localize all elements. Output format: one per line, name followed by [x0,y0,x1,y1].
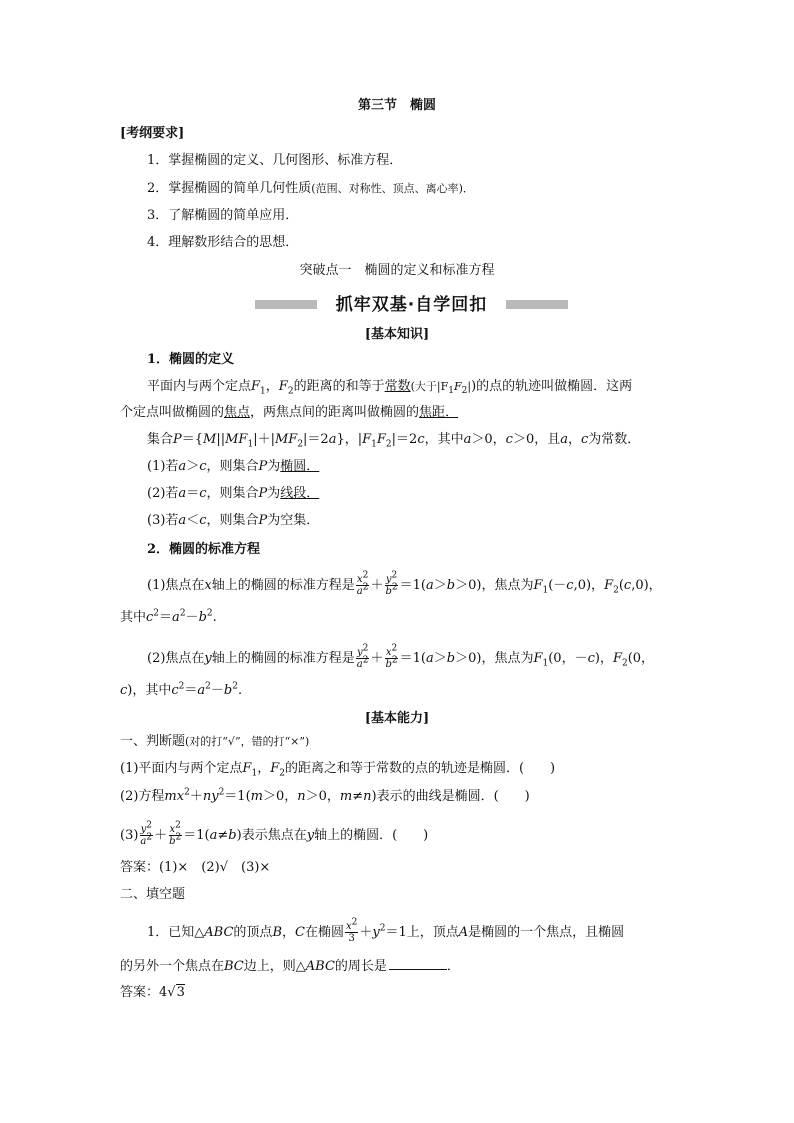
std1-a: (1)焦点在 [147,578,205,593]
f2-a: 的另外一个焦点在 [120,959,225,974]
f1-b: 的顶点 [233,925,273,940]
f1-c: 在椭圆 [304,925,344,940]
j1-a: (1)平面内与两个定点 [120,761,243,776]
fill-question-1-cont: 的另外一个焦点在BC边上，则△ABC的周长是 ． [120,959,460,974]
answer-blank[interactable] [389,957,447,970]
def-focus: 焦点 [224,405,251,420]
case-1-b: ，则集合 [206,459,259,474]
exam-req-item-2 [147,180,707,198]
std1-b: 轴上的椭圆的标准方程是 [211,578,355,593]
judge-1: (1)平面内与两个定点$F_1$，$F_2$的距离之和等于常数的点的轨迹是椭圆．( ) [120,761,556,779]
answer-2: 答案：4√3 [120,985,185,1000]
f1-a: 1．已知△ [147,925,205,940]
fill-question-1: 1．已知△ABC的顶点B，C在椭圆 $\frac{x^2}{3}$ $+y^2=1$上，顶点A是椭圆的一个焦点，且椭圆 [147,917,625,944]
answer-2-root: 3 [176,985,185,1000]
j3-c: 轴上的椭圆．( ) [314,828,429,843]
answer-2-text: 答案：4 [120,985,168,1000]
case-3-answer: 空集 [280,513,307,528]
set-definition: 集合$P=\{M||MF_1|+|MF_2|=2a\}$，$|F_1F_2|=2c$，其中a＞0，c＞0，且a，c为常数． [147,432,641,450]
standard-eq-title: 2．椭圆的标准方程 [147,542,261,557]
std1-c: ，焦点为 [481,578,534,593]
judge-2: (2)方程$mx^2+ny^2=1(m>0$，n＞0，m≠n)表示的曲线是椭圆．( ) [120,787,530,804]
j2-b: 表示的曲线是椭圆．( ) [376,789,530,804]
definition-title: 1．椭圆的定义 [147,352,235,367]
j2-a: (2)方程 [120,789,165,804]
case-2-answer: 线段． [280,486,320,501]
def-focal-distance: 焦距． [419,405,459,420]
std2-d: ，其中 [132,683,172,698]
judge-title-text: 一、判断题 [120,734,186,749]
exam-req-heading: [考纲要求] [120,126,185,141]
exam-req-item-3: 3．了解椭圆的简单应用． [147,208,299,223]
exam-req-item-2-text: 2．掌握椭圆的简单几何性质 [147,181,312,196]
def-constant: 常数 [384,379,411,394]
definition-line-2 [120,404,680,422]
set-text: 集合 [147,432,174,447]
j3-a: (3) [120,828,139,843]
case-1-ans-text: 椭圆 [280,459,307,474]
def-text-a: 平面内与两个定点 [147,379,252,394]
def-gt-text: (大于|F [410,380,449,393]
std-eq-1: (1)焦点在x轴上的椭圆的标准方程是 $\frac{x^2}{a^2}$ ＋ $\frac{y^2}{b^2}$ ＝1(a＞b＞0)，焦点为$F_1(-c,0)$，$F_2(c,0)$， [147,570,662,597]
basic-knowledge-heading: [基本知识] [364,327,430,342]
case-2: (2)若a＝c，则集合P为线段． [147,486,320,501]
judge-3: (3) $\frac{y^2}{a^2}$ ＋ $\frac{x^2}{b^2}$ ＝1(a≠b)表示焦点在y轴上的椭圆．( ) [120,820,429,847]
definition-line-1: 平面内与两个定点$F_1$，$F_2$的距离的和等于常数(大于$|F_1F_2|$)的点的轨迹叫做椭圆．这两 [147,379,633,397]
def-text-b: 的距离的和等于 [293,379,385,394]
case-3: (3)若a＜c，则集合P为空集． [147,513,320,528]
std2-c: ，焦点为 [481,651,534,666]
std-eq-1-cont: 其中$c^2=a^2-b^2$. [120,608,217,625]
exam-req-item-1: 1．掌握椭圆的定义、几何图形、标准方程． [147,153,403,168]
f2-c: 的周长是 [334,959,387,974]
def-text-d: 个定点叫做椭圆的 [120,405,225,420]
answer-1: 答案：(1)× (2)√ (3)× [120,860,271,875]
banner [255,294,568,316]
std-eq-2: (2)焦点在y轴上的椭圆的标准方程是 $\frac{y^2}{a^2}$ ＋ $\frac{x^2}{b^2}$ ＝1(a＞b＞0)，焦点为$F_1(0$，－c)，$F_2(0$， [147,643,655,670]
exam-req-item-4: 4．理解数形结合的思想． [147,235,299,250]
f1-d: 上，顶点 [406,925,459,940]
def-text-e: ，两焦点间的距离叫做椭圆的 [250,405,420,420]
case-2-ans-text: 线段 [280,486,307,501]
basic-ability-heading: [基本能力] [364,711,430,726]
std2-a: (2)焦点在 [147,651,205,666]
std-eq-2-cont: c)，其中$c^2=a^2-b^2$. [120,681,243,698]
section-title: 第三节 椭圆 [357,98,436,113]
judge-title [120,733,680,751]
exam-req-item-2-note: (范围、对称性、顶点、离心率)． [311,182,474,195]
case-1-answer: 椭圆． [280,459,320,474]
set-tail: ，其中 [424,432,464,447]
j3-b: 表示焦点在 [241,828,307,843]
case-1: (1)若a＞c，则集合P为椭圆． [147,459,320,474]
case-1-c: 为 [267,459,281,474]
case-1-a: (1)若 [147,459,179,474]
banner-bar-left [255,300,317,309]
j1-b: 的距离之和等于常数的点的轨迹是椭圆．( ) [284,761,556,776]
breakthrough-title: 突破点一 椭圆的定义和标准方程 [299,263,495,278]
judge-note: (对的打“√”，错的打“×”) [185,735,310,748]
f2-b: 边上，则△ [243,959,306,974]
std1-d: 其中 [120,610,147,625]
def-text-c: )的点的轨迹叫做椭圆．这两 [471,379,633,394]
def-gt-note: (大于$|F_1F_2|$ [410,380,472,397]
banner-bar-right [506,300,568,309]
std2-b: 轴上的椭圆的标准方程是 [211,651,355,666]
fill-title: 二、填空题 [120,887,186,902]
def-fd-text: 焦距 [419,405,446,420]
banner-text: 抓牢双基·自学回扣 [335,295,488,315]
set-end: 为常数． [588,432,641,447]
f1-e: 是椭圆的一个焦点，且椭圆 [468,925,625,940]
